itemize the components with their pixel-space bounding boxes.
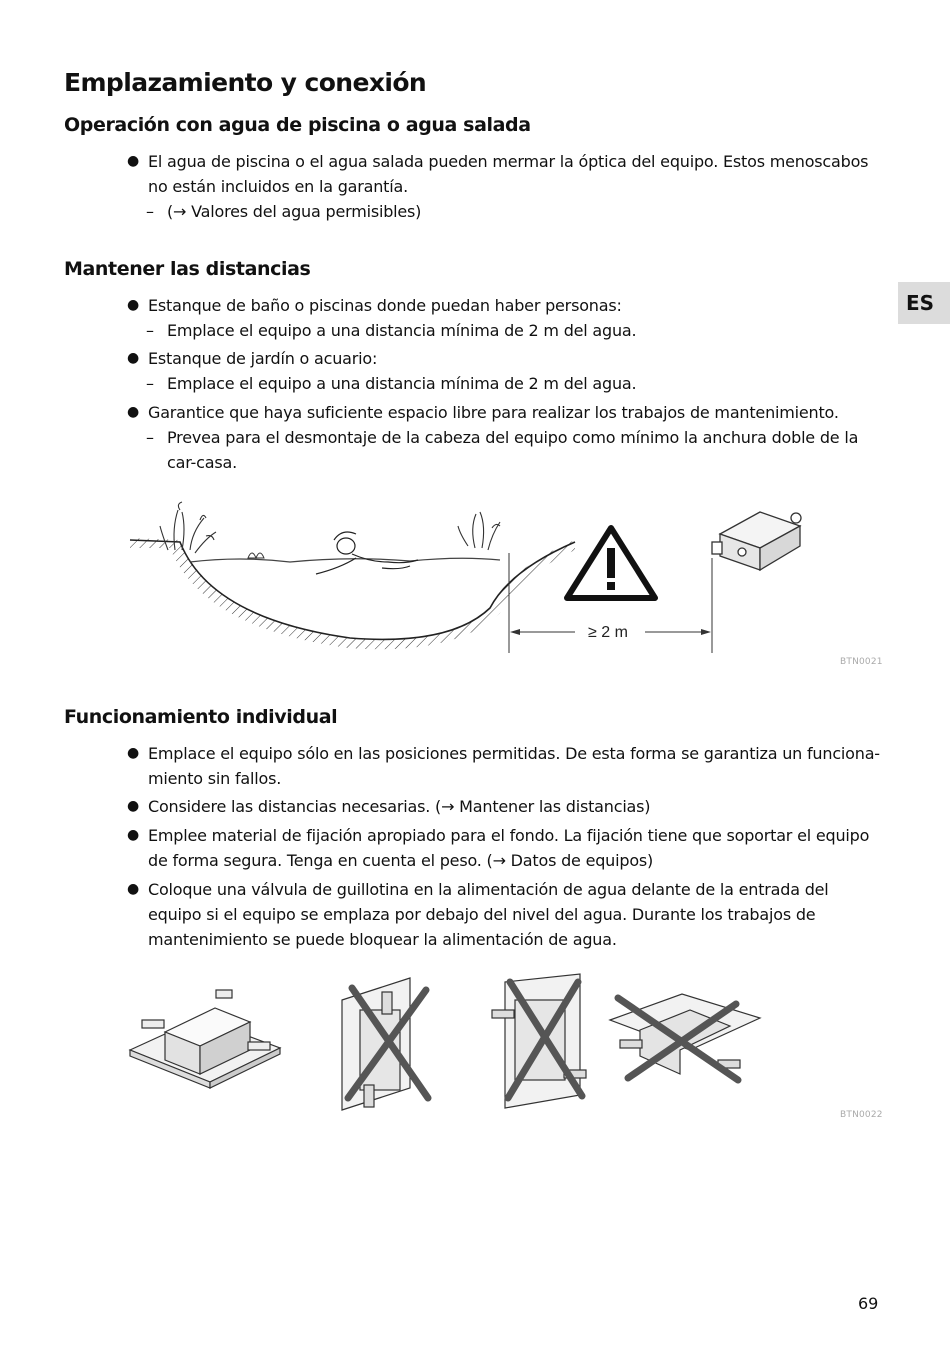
distance-label: ≥ 2 m	[588, 624, 628, 641]
sub-item-text: Prevea para el desmontaje de la cabeza del equipo como mínimo la anchura doble de la car-casa.	[167, 428, 859, 472]
section-title-pool-water: Operación con agua de piscina o agua salada	[64, 114, 531, 136]
bullet: ●	[127, 881, 140, 897]
bullet-text: Emplace el equipo sólo en las posiciones permitidas. De esta forma se garantiza un funciona-miento sin fallos.	[148, 744, 880, 788]
bullet-text: Garantice que haya suficiente espacio libre para realizar los trabajos de mantenimiento.	[148, 403, 839, 422]
language-tab: ES	[898, 282, 950, 324]
bullet-text: Estanque de jardín o acuario:	[148, 349, 378, 368]
bullet-text: Emplee material de fijación apropiado para el fondo. La fijación tiene que soportar el equipo de forma segura. Tenga en cuenta el peso. (→ Datos de equipos)	[148, 826, 870, 870]
sub-item-text: Emplace el equipo a una distancia mínima de 2 m del agua.	[167, 374, 637, 393]
sub-item-text: Emplace el equipo a una distancia mínima de 2 m del agua.	[167, 321, 637, 340]
mounting-positions-illustration	[120, 970, 770, 1115]
figure-code: BTN0022	[840, 1110, 883, 1120]
bullet: ●	[127, 350, 140, 366]
section-title-individual-operation: Funcionamiento individual	[64, 706, 338, 728]
dash: –	[146, 374, 154, 393]
page-heading: Emplazamiento y conexión	[64, 68, 427, 97]
bullet: ●	[127, 798, 140, 814]
bullet: ●	[127, 827, 140, 843]
bullet-text: El agua de piscina o el agua salada pueden mermar la óptica del equipo. Estos menoscabos no están incluidos en la garantía.	[148, 152, 869, 196]
bullet-text: Estanque de baño o piscinas donde puedan haber personas:	[148, 296, 622, 315]
bullet-text: Coloque una válvula de guillotina en la alimentación de agua delante de la entrada del equipo si el equipo se emplaza por debajo del nivel del agua. Durante los trabajos de mantenimiento se puede bloquear la alimentación de agua.	[148, 880, 829, 949]
pond-distance-illustration	[120, 498, 820, 658]
bullet: ●	[127, 404, 140, 420]
dash: –	[146, 202, 154, 221]
cross-reference: (→ Valores del agua permisibles)	[167, 202, 422, 221]
bullet: ●	[127, 745, 140, 761]
dash: –	[146, 428, 154, 447]
dash: –	[146, 321, 154, 340]
bullet: ●	[127, 153, 140, 169]
figure-code: BTN0021	[840, 657, 883, 667]
bullet-text: Considere las distancias necesarias. (→ Mantener las distancias)	[148, 797, 651, 816]
section-title-distances: Mantener las distancias	[64, 258, 311, 280]
bullet: ●	[127, 297, 140, 313]
page-number: 69	[858, 1294, 879, 1313]
